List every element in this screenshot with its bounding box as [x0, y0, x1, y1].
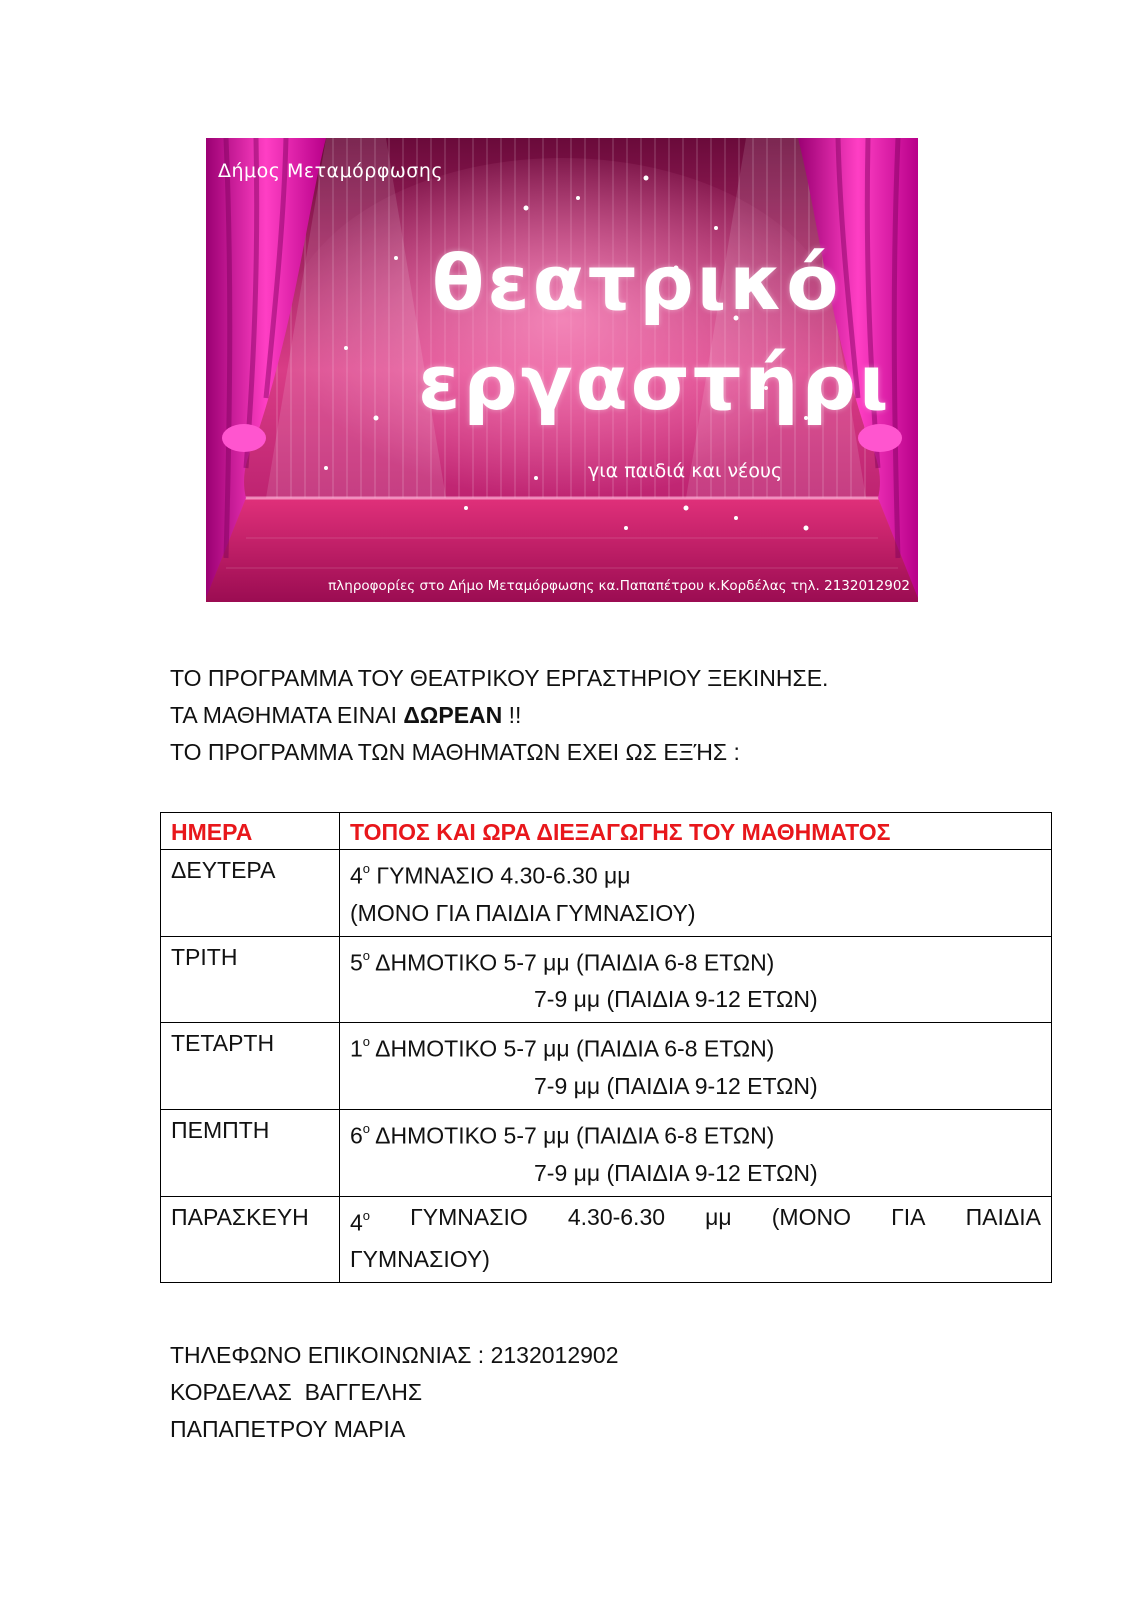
ordinal-sup: ο [362, 1034, 371, 1050]
ordinal-sup: ο [362, 1120, 371, 1136]
intro-line1: ΤΟ ΠΡΟΓΡΑΜΜΑ ΤΟΥ ΘΕΑΤΡΙΚΟΥ ΕΡΓΑΣΤΗΡΙΟΥ ΞΕΚΙΝΗΣΕ. [170, 665, 829, 691]
table-header-row [161, 813, 1052, 850]
details-line1: ΓΥΜΝΑΣΙΟ 4.30-6.30 μμ [370, 862, 631, 889]
row-day: ΠΑΡΑΣΚΕΥΗ [161, 1196, 340, 1283]
ordinal-number: 4 [350, 1209, 363, 1236]
free-emphasis: ΔΩΡΕΑΝ [403, 702, 503, 728]
intro-line2 [170, 697, 828, 734]
intro-line3: ΤΟ ΠΡΟΓΡΑΜΜΑ ΤΩΝ ΜΑΘΗΜΑΤΩΝ ΕΧΕΙ ΩΣ ΕΞΉΣ : [170, 739, 740, 765]
details-line2: 7-9 μμ (ΠΑΙΔΙΑ 9-12 ΕΤΩΝ) [534, 1159, 818, 1186]
ordinal-number: 4 [350, 862, 363, 889]
row-day: ΠΕΜΠΤΗ [161, 1109, 340, 1196]
row-details [340, 1109, 1052, 1196]
details-word: 4.30-6.30 [567, 1203, 666, 1230]
ordinal-word [350, 1199, 370, 1242]
banner-title-line2: εργαστήρι [418, 338, 892, 427]
table-row [161, 1196, 1052, 1283]
banner-info: πληροφορίες στο Δήμο Μεταμόρφωσης κα.Παπαπέτρου κ.Κορδέλας τηλ. 2132012902 [328, 578, 910, 594]
ordinal-number: 1 [350, 1035, 363, 1062]
details-line2: 7-9 μμ (ΠΑΙΔΙΑ 9-12 ΕΤΩΝ) [534, 1072, 818, 1099]
ordinal-number: 5 [350, 949, 363, 976]
row-details [340, 1023, 1052, 1110]
row-day: ΤΕΤΑΡΤΗ [161, 1023, 340, 1110]
row-details [340, 850, 1052, 937]
row-day: ΤΡΙΤΗ [161, 936, 340, 1023]
row-details [340, 1196, 1052, 1283]
details-line1: ΔΗΜΟΤΙΚΟ 5-7 μμ (ΠΑΙΔΙΑ 6-8 ΕΤΩΝ) [370, 949, 775, 976]
banner-title-line1: θεατρικό [432, 238, 842, 327]
details-word: ΓΥΜΝΑΣΙΟ [410, 1203, 528, 1230]
contact-info [170, 1337, 619, 1448]
details-line1: ΔΗΜΟΤΙΚΟ 5-7 μμ (ΠΑΙΔΙΑ 6-8 ΕΤΩΝ) [370, 1122, 775, 1149]
schedule-table [160, 812, 1052, 1283]
ordinal-sup: ο [362, 947, 371, 963]
contact-phone: ΤΗΛΕΦΩΝΟ ΕΠΙΚΟΙΝΩΝΙΑΣ : 2132012902 [170, 1342, 619, 1368]
table-row [161, 936, 1052, 1023]
details-word: μμ [705, 1203, 732, 1230]
details-line2: ΓΥΜΝΑΣΙΟΥ) [350, 1246, 490, 1273]
table-row [161, 1109, 1052, 1196]
details-line2: 7-9 μμ (ΠΑΙΔΙΑ 9-12 ΕΤΩΝ) [534, 986, 818, 1013]
details-word: ΓΙΑ [891, 1203, 926, 1230]
banner-municipality: Δήμος Μεταμόρφωσης [218, 160, 444, 182]
details-word: ΠΑΙΔΙΑ [965, 1203, 1041, 1230]
intro-text [170, 660, 828, 771]
table-row [161, 1023, 1052, 1110]
intro-line2-prefix: ΤΑ ΜΑΘΗΜΑΤΑ ΕΙΝΑΙ [170, 702, 404, 728]
ordinal-sup: ο [362, 861, 371, 876]
details-word: (ΜΟΝΟ [771, 1203, 851, 1230]
details-line1: ΔΗΜΟΤΙΚΟ 5-7 μμ (ΠΑΙΔΙΑ 6-8 ΕΤΩΝ) [370, 1035, 775, 1062]
table-row [161, 850, 1052, 937]
ordinal-number: 6 [350, 1122, 363, 1149]
contact-person-2: ΠΑΠΑΠΕΤΡΟΥ ΜΑΡΙΑ [170, 1416, 406, 1442]
row-day: ΔΕΥΤΕΡΑ [161, 850, 340, 937]
details-line2: (ΜΟΝΟ ΓΙΑ ΠΑΙΔΙΑ ΓΥΜΝΑΣΙΟΥ) [350, 899, 696, 926]
banner-subtitle: για παιδιά και νέους [588, 460, 783, 482]
row-details [340, 936, 1052, 1023]
contact-person-1: ΚΟΡΔΕΛΑΣ ΒΑΓΓΕΛΗΣ [170, 1379, 423, 1405]
intro-line2-suffix: !! [502, 702, 522, 728]
banner-image [206, 138, 918, 602]
ordinal-sup: ο [362, 1207, 371, 1223]
header-place-time: ΤΟΠΟΣ ΚΑΙ ΩΡΑ ΔΙΕΞΑΓΩΓΗΣ ΤΟΥ ΜΑΘΗΜΑΤΟΣ [340, 813, 1052, 850]
header-day: ΗΜΕΡΑ [161, 813, 340, 850]
